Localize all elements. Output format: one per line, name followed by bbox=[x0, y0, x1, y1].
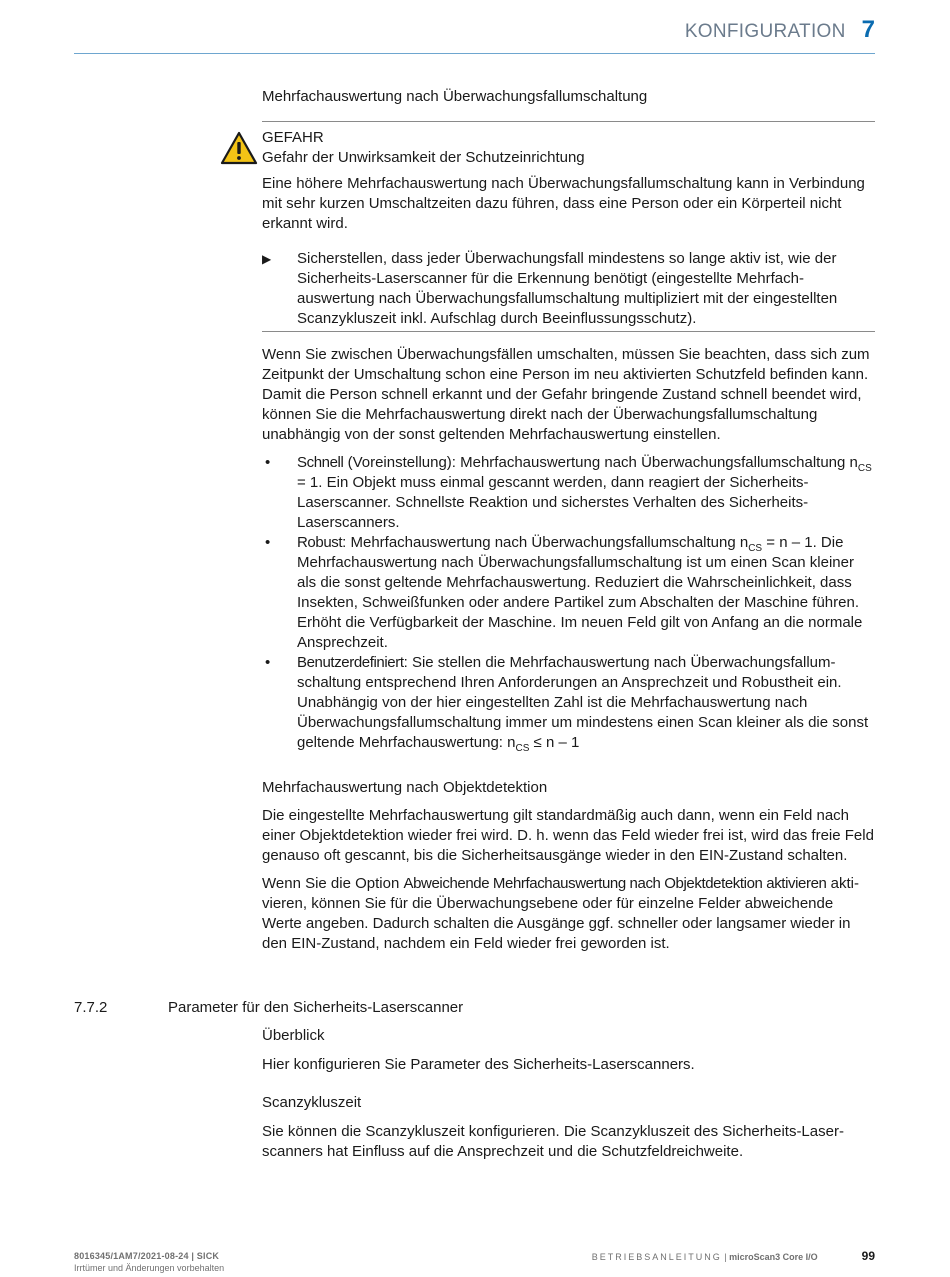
option-term: Schnell bbox=[297, 454, 344, 471]
subscript: CS bbox=[515, 743, 530, 754]
notice-action-text: Sicherstellen, dass jeder Überwachungsfall mindestens so lange aktiv ist, wie der Sicherheits-Laserscanner für die Erkennung benötigt (eingestellte Mehrfachauswertung nach Überwachungsfallumschaltung multipliziert mit der eingestellten Scanzykluszeit inkl. Aufschlag durch Beeinflussungsschutz). bbox=[297, 250, 838, 327]
bullet-icon: • bbox=[265, 534, 271, 551]
object-detection-paragraph: Die eingestellte Mehrfachauswertung gilt standardmäßig auch dann, wenn ein Feld nach einer Objektdetektion wieder frei wird. D. h. wenn das Feld wieder frei ist, wird das freie Feld genauso oft gescannt, bis die Sicherheitsausgänge wieder in den EIN-Zustand schalten. bbox=[262, 807, 874, 864]
list-item-fast bbox=[262, 453, 874, 533]
notice-action bbox=[262, 249, 874, 329]
option-paragraph-start: Wenn Sie die Option bbox=[262, 875, 404, 892]
chapter-label: KONFIGURATION bbox=[684, 21, 846, 42]
document-reference bbox=[592, 1252, 818, 1262]
object-detection-text bbox=[262, 806, 874, 954]
overview-text: Hier konfigurieren Sie Parameter des Sicherheits-Laserscanners. bbox=[262, 1056, 695, 1073]
intro-paragraph: Wenn Sie zwischen Überwachungsfällen umschalten, müssen Sie beachten, dass sich zum Zeitpunkt der Umschaltung schon eine Person im neu aktivierten Schutzfeld befinden kann. Damit die Person schnell erkannt und der Gefahr bringende Zustand schnell beendet wird, können Sie die Mehrfachauswertung direkt nach der Überwachungsfallumschaltung unabhängig von der sonst geltenden Mehrfachauswertung einstellen. bbox=[262, 346, 870, 443]
bullet-icon: • bbox=[265, 654, 271, 671]
subscript: CS bbox=[748, 543, 763, 554]
product-name: microScan3 Core I/O bbox=[729, 1252, 818, 1262]
option-term: Benutzerdefiniert bbox=[297, 654, 404, 671]
section-number: 7.7.2 bbox=[74, 999, 108, 1016]
option-text-cont: ≤ n – 1 bbox=[529, 734, 580, 751]
scan-cycle-text: Sie können die Scanzykluszeit konfigurieren. Die Scanzykluszeit des Sicherheits-Laserscanners hat Einfluss auf die Ansprechzeit und die Schutzfeldreichweite. bbox=[262, 1123, 844, 1160]
warning-triangle-icon bbox=[220, 131, 258, 165]
section-title: Parameter für den Sicherheits-Laserscanner bbox=[168, 999, 464, 1016]
list-item-robust bbox=[262, 533, 874, 653]
section-heading-object-detection: Mehrfachauswertung nach Objektdetektion bbox=[262, 779, 548, 796]
option-term: Robust bbox=[297, 534, 343, 551]
disclaimer: Irrtümer und Änderungen vorbehalten bbox=[74, 1263, 225, 1273]
list-item-custom bbox=[262, 653, 874, 753]
option-text: (Voreinstellung): Mehrfachauswertung nach Überwachungsfallumschaltung n bbox=[343, 454, 858, 471]
option-text-cont: = n – 1. Die Mehrfachauswertung nach Überwachungsfallumschaltung ist um einen Scan kleiner als die sonst geltende Mehrfachauswertung. Reduziert die Wahrscheinlichkeit, dass Insekten, Schweißfunken oder andere Partikel zum Abschalten der Maschine führen. Erhöht die Verfügbarkeit der Maschine. Im neuen Feld gilt von Anfang an die normale Ansprechzeit. bbox=[297, 534, 863, 651]
bullet-icon: • bbox=[265, 454, 271, 471]
option-text: : Sie stellen die Mehrfachauswertung nach Überwachungsfallumschaltung entsprechend Ihren Anforderungen an Ansprechzeit und Robustheit ein. Unabhängig von der hier eingestellten Zahl ist die Mehrfachauswertung nach Überwachungsfallumschaltung immer um mindestens einen Scan kleiner als die sonst geltende Mehrfachauswertung: n bbox=[297, 654, 869, 751]
option-text-cont: = 1. Ein Objekt muss einmal gescannt werden, dann reagiert der Sicherheits-Laserscanner. Schnellste Reaktion und sicherstes Verhalten des Sicherheits-Laserscanners. bbox=[297, 474, 809, 531]
notice-title: Gefahr der Unwirksamkeit der Schutzeinrichtung bbox=[262, 149, 585, 166]
option-name: Abweichende Mehrfachauswertung nach Objektdetektion aktivieren bbox=[403, 875, 827, 892]
option-list bbox=[262, 453, 874, 753]
notice-content bbox=[262, 128, 874, 329]
page-number: 99 bbox=[861, 1249, 875, 1263]
notice-bottom-rule bbox=[262, 331, 875, 332]
notice-signal-word: GEFAHR bbox=[262, 129, 324, 146]
chapter-header bbox=[685, 16, 875, 46]
option-paragraph-end: aktivieren, können Sie für die Überwachungsebene oder für einzelne Felder abweichende Werte angeben. Dadurch schalten die Ausgänge ggf. schneller oder langsamer wieder in den EIN-Zustand, nachdem ein Feld wieder frei geworden ist. bbox=[262, 875, 859, 952]
switching-explanation bbox=[262, 345, 874, 753]
notice-body: Eine höhere Mehrfachauswertung nach Überwachungsfallumschaltung kann in Verbindung mit sehr kurzen Umschaltzeiten dazu führen, dass eine Person oder ein Körperteil nicht erkannt wird. bbox=[262, 175, 865, 232]
notice-top-rule bbox=[262, 121, 875, 122]
subscript: CS bbox=[857, 463, 872, 474]
scan-cycle-heading: Scanzykluszeit bbox=[262, 1094, 362, 1111]
footer-right bbox=[592, 1249, 875, 1263]
document-type: BETRIEBSANLEITUNG bbox=[591, 1252, 722, 1262]
section-heading-switching: Mehrfachauswertung nach Überwachungsfallumschaltung bbox=[262, 88, 648, 105]
document-id: 8016345/1AM7/2021-08-24 | SICK bbox=[74, 1251, 220, 1261]
overview-heading: Überblick bbox=[262, 1027, 325, 1044]
option-paragraph bbox=[262, 874, 874, 954]
header-divider bbox=[74, 53, 875, 54]
triangle-right-icon: ▶ bbox=[262, 252, 272, 266]
option-text: : Mehrfachauswertung nach Überwachungsfallumschaltung n bbox=[342, 534, 749, 551]
footer-separator: | bbox=[721, 1252, 730, 1262]
chapter-number: 7 bbox=[861, 16, 875, 43]
footer-left bbox=[74, 1250, 224, 1274]
